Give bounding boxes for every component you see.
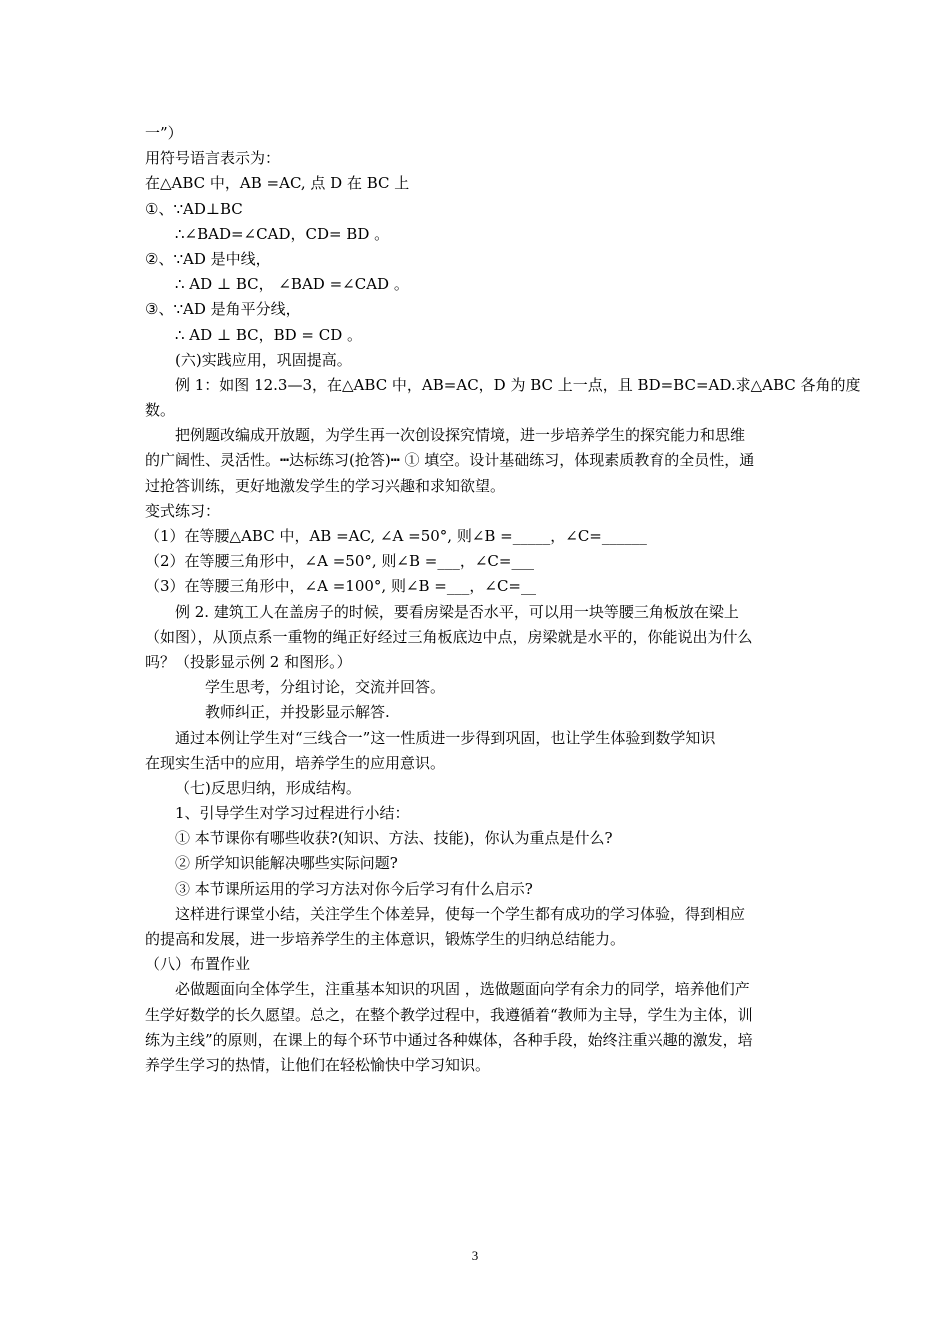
text-line: 例 1：如图 12.3—3，在△ABC 中，AB=AC，D 为 BC 上一点，且 BD=BC=AD.求△ABC 各角的度 [175, 375, 861, 394]
text-line: 这样进行课堂小结，关注学生个体差异，使每一个学生都有成功的学习体验，得到相应 [175, 904, 746, 923]
text-line: （1）在等腰△ABC 中，AB =AC, ∠A =50°, 则∠B =_____，∠C=______ [145, 527, 647, 545]
text-line: 吗？（投影显示例 2 和图形。） [145, 652, 352, 671]
text-line: ③ 本节课所运用的学习方法对你今后学习有什么启示? [175, 879, 533, 898]
text-line: 一”） [145, 124, 183, 142]
text-line: 学生思考，分组讨论，交流并回答。 [205, 678, 446, 697]
body-text [145, 121, 861, 1078]
text-line: 练为主线”的原则，在课上的每个环节中通过各种媒体，各种手段，始终注重兴趣的激发，培 [145, 1030, 753, 1049]
text-line: ② 所学知识能解决哪些实际问题? [175, 854, 398, 873]
text-line: 在现实生活中的应用，培养学生的应用意识。 [145, 753, 446, 772]
text-line: ∴ AD ⊥ BC，BD = CD 。 [175, 325, 363, 344]
text-line: 把例题改编成开放题，为学生再一次创设探究情境，进一步培养学生的探究能力和思维 [175, 426, 746, 445]
text-line: 通过本例让学生对“三线合一”这一性质进一步得到巩固，也让学生体验到数学知识 [175, 728, 716, 747]
text-line: 教师纠正，并投影显示解答. [205, 703, 390, 722]
page-number: 3 [471, 1248, 479, 1263]
text-line: 1、引导学生对学习过程进行小结： [175, 804, 410, 823]
text-line: 在△ABC 中，AB =AC, 点 D 在 BC 上 [145, 174, 410, 193]
section-heading: （八）布置作业 [145, 955, 251, 974]
text-line: （3）在等腰三角形中，∠A =100°, 则∠B =___，∠C=__ [145, 577, 536, 596]
text-line: ∴ AD ⊥ BC， ∠BAD =∠CAD 。 [175, 275, 409, 294]
text-line: 的提高和发展，进一步培养学生的主体意识，锻炼学生的归纳总结能力。 [145, 930, 626, 948]
text-line: 过抢答训练，更好地激发学生的学习兴趣和求知欲望。 [145, 476, 506, 495]
text-line: 变式练习： [145, 501, 221, 520]
section-heading: (六)实践应用，巩固提高。 [175, 350, 352, 369]
text-line: ∴∠BAD=∠CAD，CD= BD 。 [175, 224, 390, 243]
section-heading: （七)反思归纳，形成结构。 [175, 778, 361, 797]
text-line: ①、∵AD⊥BC [145, 199, 243, 218]
text-line: 用符号语言表示为： [145, 149, 281, 168]
text-line: 例 2. 建筑工人在盖房子的时候，要看房梁是否水平，可以用一块等腰三角板放在梁上 [175, 602, 739, 621]
text-line: 数。 [145, 401, 176, 420]
text-line: 的广阔性、灵活性。┅达标练习(抢答)┅ ① 填空。设计基础练习，体现素质教育的全员性，通 [145, 451, 755, 470]
text-line: 必做题面向全体学生，注重基本知识的巩固 ，选做题面向学有余力的同学，培养他们产 [175, 980, 750, 999]
text-line: （2）在等腰三角形中，∠A =50°, 则∠B =___，∠C=___ [145, 552, 534, 571]
text-line: ① 本节课你有哪些收获?(知识、方法、技能)，你认为重点是什么? [175, 829, 613, 848]
text-line: （如图），从顶点系一重物的绳正好经过三角板底边中点，房梁就是水平的，你能说出为什么 [145, 627, 753, 646]
text-line: ③、∵AD 是角平分线， [145, 300, 301, 319]
text-line: 养学生学习的热情，让他们在轻松愉快中学习知识。 [145, 1055, 491, 1074]
text-line: ②、∵AD 是中线， [145, 249, 271, 268]
text-line: 生学好数学的长久愿望。总之，在整个教学过程中，我遵循着“教师为主导，学生为主体，训 [145, 1005, 753, 1024]
